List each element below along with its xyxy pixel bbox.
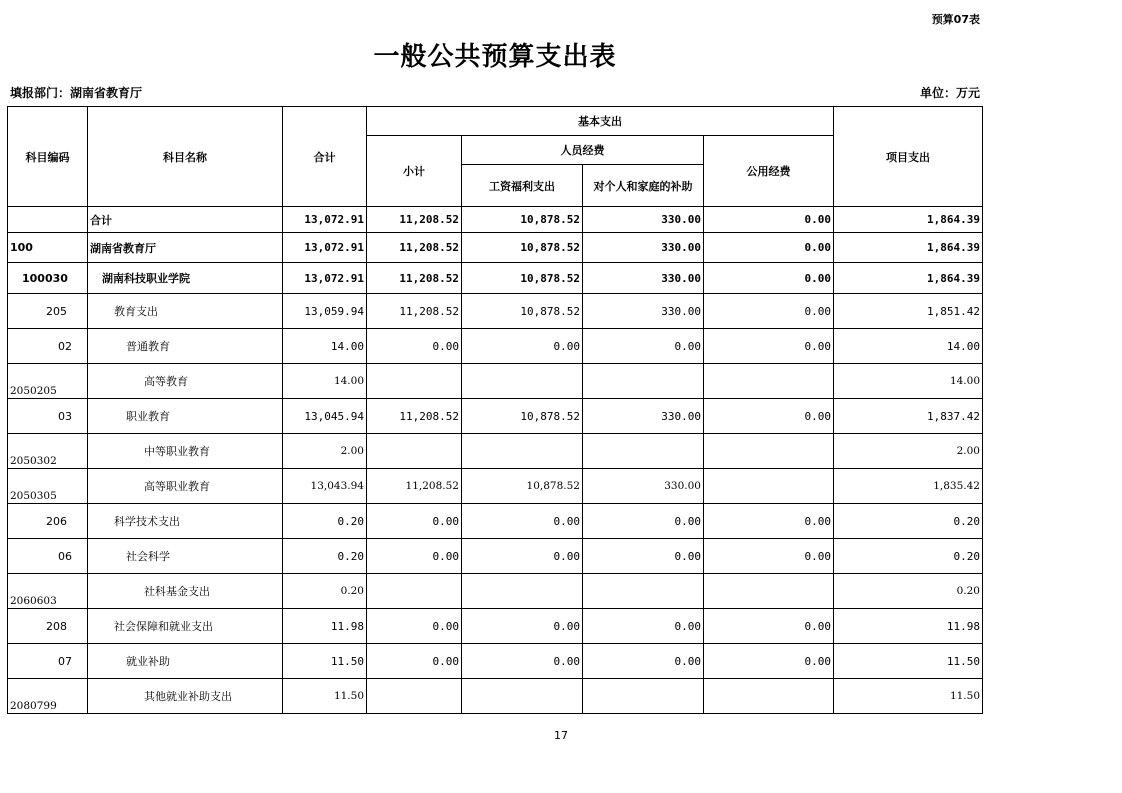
header-personnel: 人员经费 [462,136,704,165]
cell-project: 1,835.42 [834,469,983,504]
cell-total: 11.98 [283,609,367,644]
reporting-department: 填报部门：湖南省教育厅 [10,86,143,100]
header-wages: 工资福利支出 [462,165,583,207]
cell-subsidy [583,364,704,399]
table-row [8,263,983,294]
cell-subsidy: 330.00 [583,263,704,294]
cell-name: 高等职业教育 [88,469,283,504]
cell-project: 0.20 [834,539,983,574]
form-code: 预算07表 [931,13,980,26]
cell-name: 职业教育 [88,399,283,434]
cell-code: 208 [8,609,88,644]
cell-subsidy [583,679,704,714]
cell-code: 2060603 [8,574,88,609]
table-row [8,504,983,539]
cell-total: 13,072.91 [283,207,367,233]
cell-total: 11.50 [283,644,367,679]
cell-name: 中等职业教育 [88,434,283,469]
cell-name: 合计 [88,207,283,233]
cell-public: 0.00 [704,329,834,364]
cell-total: 13,072.91 [283,233,367,263]
header-code: 科目编码 [8,107,88,207]
cell-wages [462,574,583,609]
cell-subsidy: 0.00 [583,539,704,574]
table-row [8,207,983,233]
cell-project: 14.00 [834,364,983,399]
cell-wages: 10,878.52 [462,207,583,233]
cell-project: 1,851.42 [834,294,983,329]
cell-subsidy: 330.00 [583,233,704,263]
cell-total: 13,043.94 [283,469,367,504]
cell-public: 0.00 [704,233,834,263]
cell-subsidy [583,574,704,609]
cell-public [704,469,834,504]
cell-total: 0.20 [283,539,367,574]
table-row [8,679,983,714]
cell-subtotal [367,679,462,714]
cell-project: 1,864.39 [834,207,983,233]
cell-total: 13,059.94 [283,294,367,329]
cell-name: 社会保障和就业支出 [88,609,283,644]
cell-project: 1,864.39 [834,263,983,294]
cell-project: 0.20 [834,504,983,539]
table-row [8,233,983,263]
header-subsidy: 对个人和家庭的补助 [583,165,704,207]
cell-name: 普通教育 [88,329,283,364]
cell-name: 高等教育 [88,364,283,399]
cell-subsidy: 330.00 [583,207,704,233]
cell-wages: 10,878.52 [462,294,583,329]
cell-subtotal: 0.00 [367,504,462,539]
cell-wages: 10,878.52 [462,233,583,263]
page-title: 一般公共预算支出表 [373,42,617,72]
cell-name: 湖南科技职业学院 [88,263,283,294]
cell-subsidy: 330.00 [583,469,704,504]
table-row [8,364,983,399]
cell-wages: 0.00 [462,644,583,679]
cell-subsidy: 0.00 [583,609,704,644]
cell-wages: 10,878.52 [462,399,583,434]
header-total: 合计 [283,107,367,207]
cell-code: 2050205 [8,364,88,399]
cell-project: 1,864.39 [834,233,983,263]
cell-subtotal: 11,208.52 [367,294,462,329]
cell-code: 206 [8,504,88,539]
cell-project: 11.98 [834,609,983,644]
cell-project: 14.00 [834,329,983,364]
cell-name: 教育支出 [88,294,283,329]
cell-wages: 0.00 [462,609,583,644]
cell-total: 2.00 [283,434,367,469]
table-row [8,399,983,434]
cell-total: 0.20 [283,574,367,609]
cell-public: 0.00 [704,539,834,574]
table-row [8,644,983,679]
cell-subtotal: 11,208.52 [367,207,462,233]
cell-wages [462,679,583,714]
cell-project: 2.00 [834,434,983,469]
cell-name: 其他就业补助支出 [88,679,283,714]
cell-subsidy: 0.00 [583,644,704,679]
header-public: 公用经费 [704,136,834,207]
cell-subtotal: 0.00 [367,609,462,644]
cell-subtotal: 11,208.52 [367,469,462,504]
cell-subsidy: 0.00 [583,329,704,364]
cell-project: 1,837.42 [834,399,983,434]
cell-public: 0.00 [704,207,834,233]
cell-subtotal [367,434,462,469]
header-basic: 基本支出 [367,107,834,136]
cell-code: 07 [8,644,88,679]
cell-total: 13,045.94 [283,399,367,434]
cell-public [704,434,834,469]
cell-name: 社会科学 [88,539,283,574]
cell-code: 02 [8,329,88,364]
table-row [8,294,983,329]
cell-code: 2050302 [8,434,88,469]
cell-wages [462,364,583,399]
cell-public: 0.00 [704,644,834,679]
cell-wages: 0.00 [462,504,583,539]
cell-total: 0.20 [283,504,367,539]
cell-wages: 10,878.52 [462,469,583,504]
cell-project: 11.50 [834,644,983,679]
cell-name: 科学技术支出 [88,504,283,539]
cell-name: 湖南省教育厅 [88,233,283,263]
cell-subsidy: 330.00 [583,399,704,434]
cell-code [8,207,88,233]
cell-code: 100 [8,233,88,263]
header-subtotal: 小计 [367,136,462,207]
cell-wages: 0.00 [462,539,583,574]
table-row [8,329,983,364]
cell-code: 100030 [8,263,88,294]
cell-subsidy [583,434,704,469]
cell-subtotal: 11,208.52 [367,233,462,263]
cell-public: 0.00 [704,263,834,294]
cell-code: 2080799 [8,679,88,714]
cell-name: 社科基金支出 [88,574,283,609]
cell-total: 14.00 [283,329,367,364]
cell-subsidy: 330.00 [583,294,704,329]
page-number: 17 [554,729,568,742]
cell-wages: 0.00 [462,329,583,364]
cell-subtotal: 0.00 [367,329,462,364]
cell-total: 13,072.91 [283,263,367,294]
table-row [8,469,983,504]
table-row [8,434,983,469]
cell-project: 0.20 [834,574,983,609]
cell-code: 2050305 [8,469,88,504]
cell-subsidy: 0.00 [583,504,704,539]
cell-subtotal: 0.00 [367,644,462,679]
cell-public: 0.00 [704,609,834,644]
cell-total: 14.00 [283,364,367,399]
table-row [8,609,983,644]
table-header [8,107,983,207]
cell-subtotal [367,574,462,609]
cell-public [704,679,834,714]
table-row [8,574,983,609]
cell-subtotal: 0.00 [367,539,462,574]
cell-wages [462,434,583,469]
cell-public [704,574,834,609]
header-name: 科目名称 [88,107,283,207]
cell-name: 就业补助 [88,644,283,679]
cell-subtotal [367,364,462,399]
cell-subtotal: 11,208.52 [367,399,462,434]
cell-public: 0.00 [704,504,834,539]
header-project: 项目支出 [834,107,983,207]
unit-label: 单位：万元 [919,86,980,100]
cell-total: 11.50 [283,679,367,714]
cell-public [704,364,834,399]
cell-project: 11.50 [834,679,983,714]
cell-code: 03 [8,399,88,434]
budget-table [7,106,983,714]
table-body [8,207,983,714]
cell-code: 06 [8,539,88,574]
cell-public: 0.00 [704,294,834,329]
cell-wages: 10,878.52 [462,263,583,294]
cell-public: 0.00 [704,399,834,434]
cell-code: 205 [8,294,88,329]
cell-subtotal: 11,208.52 [367,263,462,294]
table-row [8,539,983,574]
